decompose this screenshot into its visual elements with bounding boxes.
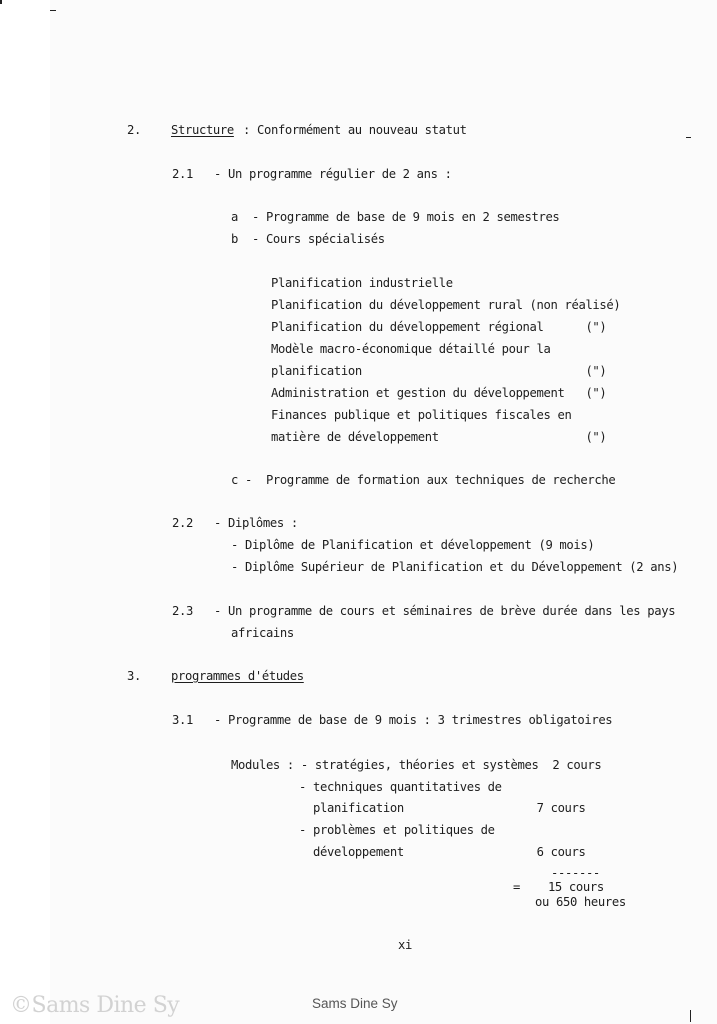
list-item: - Diplôme Supérieur de Planification et du Développement (2 ans) [231,560,679,574]
list-item: c - Programme de formation aux techniques de recherche [231,473,616,487]
scan-mark [0,0,2,4]
course-line: planification (") [271,364,607,378]
subsection-text: africains [231,626,294,640]
course-line: Administration et gestion du développement (") [271,386,607,400]
course-line: Planification industrielle [271,276,453,290]
watermark: Sams Dine Sy [312,996,398,1011]
modules-line: développement 6 cours [313,845,586,859]
total-line: = 15 cours [513,880,604,894]
scan-mark [690,1010,691,1022]
subsection-text: - Diplômes : [214,516,298,530]
scan-mark [50,10,56,11]
scan-mark [686,137,691,138]
course-line: matière de développement (") [271,430,607,444]
subsection-number: 2.3 [172,604,193,618]
modules-line: Modules : - stratégies, théories et systèmes 2 cours [231,758,602,772]
modules-line: - techniques quantitatives de [299,780,502,794]
section-title: Structure [171,123,234,137]
section-number: 3. [127,669,141,683]
total-line: ou 650 heures [535,895,626,909]
total-rule: ------- [551,866,600,880]
course-line: Modèle macro-économique détaillé pour la [271,342,551,356]
document-page [50,0,717,1024]
section-number: 2. [127,123,141,137]
watermark: ©Sams Dine Sy [10,993,180,1018]
course-line: Planification du développement rural (non réalisé) [271,298,621,312]
subsection-text: - Un programme régulier de 2 ans : [214,167,452,181]
subsection-text: - Un programme de cours et séminaires de brève durée dans les pays [214,604,676,618]
list-item: b - Cours spécialisés [231,232,385,246]
subsection-number: 2.2 [172,516,193,530]
subsection-number: 3.1 [172,713,193,727]
list-item: a - Programme de base de 9 mois en 2 semestres [231,210,560,224]
subsection-number: 2.1 [172,167,193,181]
section-title: programmes d'études [171,669,304,683]
modules-line: planification 7 cours [313,801,586,815]
page-number: xi [398,938,412,952]
course-line: Finances publique et politiques fiscales en [271,408,572,422]
course-line: Planification du développement régional (") [271,320,607,334]
subsection-text: - Programme de base de 9 mois : 3 trimestres obligatoires [214,713,613,727]
list-item: - Diplôme de Planification et développement (9 mois) [231,538,595,552]
section-title-rest: : Conformément au nouveau statut [243,123,467,137]
modules-line: - problèmes et politiques de [299,823,495,837]
